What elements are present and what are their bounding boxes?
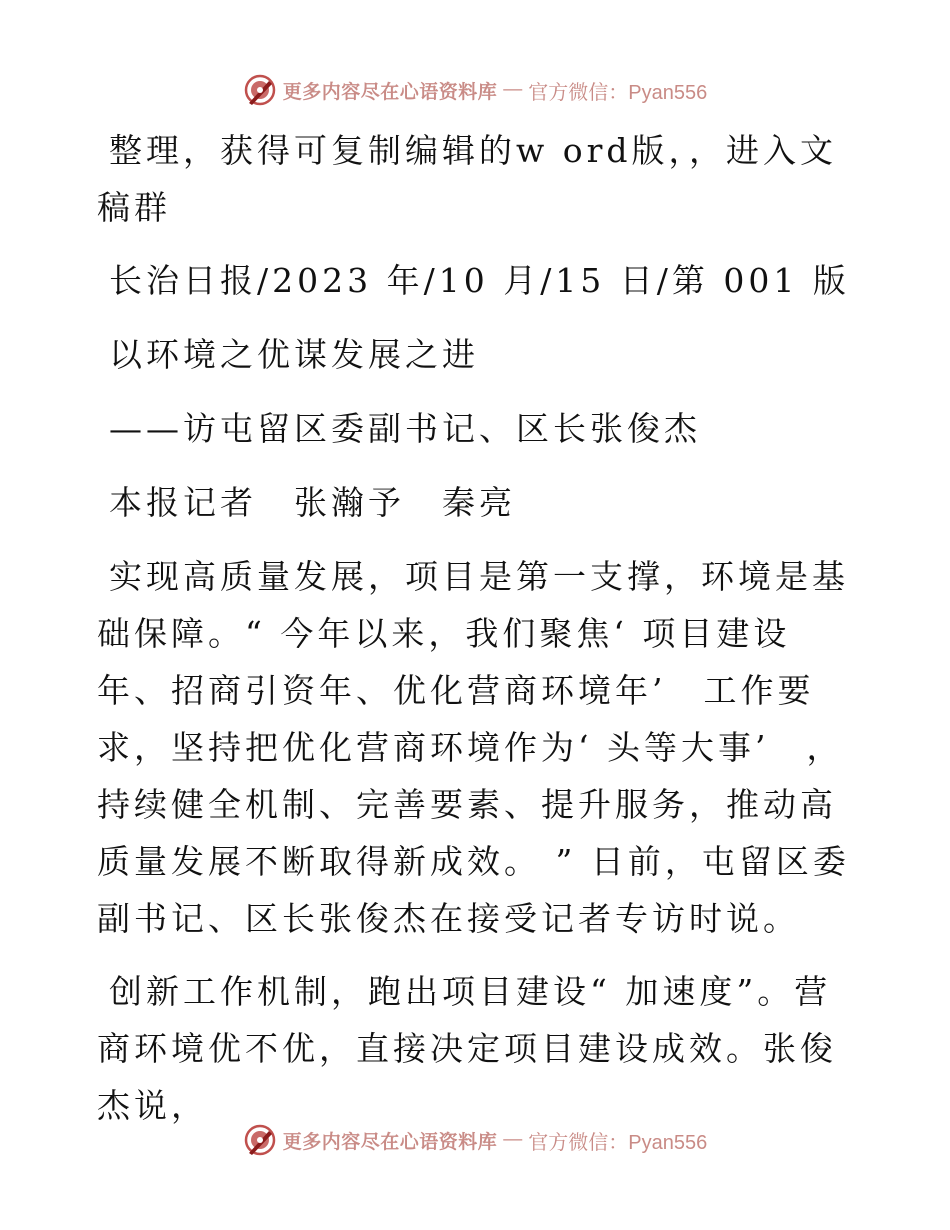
paragraph-intro-note: 整理，获得可复制编辑的w ord版，，进入文稿群 <box>97 131 838 227</box>
watermark-wechat: 官方微信：Pyan556 <box>528 1131 708 1154</box>
footer-watermark <box>0 1120 950 1160</box>
pen-logo-icon <box>243 1123 277 1157</box>
watermark-text: 更多内容尽在心语资料库 <box>282 80 498 103</box>
pen-logo-icon <box>243 73 277 107</box>
article-title: 以环境之优谋发展之进 <box>109 335 479 374</box>
paragraph-body-2: 创新工作机制，跑出项目建设“ 加速度”。营商环境优不优，直接决定项目建设成效。张俊杰说， <box>97 972 837 1125</box>
watermark-wechat: 官方微信：Pyan556 <box>528 81 708 104</box>
watermark-separator: — <box>503 1129 523 1150</box>
watermark-text: 更多内容尽在心语资料库 <box>282 1130 498 1153</box>
paragraph-source-line: 长治日报/2023 年/10 月/15 日/第 001 版 <box>109 261 850 300</box>
document-body <box>97 122 857 1150</box>
article-byline: 本报记者 张瀚予 秦亮 <box>109 483 516 522</box>
paragraph-body-1: 实现高质量发展，项目是第一支撑，环境是基础保障。“ 今年以来，我们聚焦‘ 项目建设年、招商引资年、优化营商环境年’ 工作要求，坚持把优化营商环境作为‘ 头等大事’ ，持续健全机制、完善要素、提升服务，推动高质量发展不断取得新成效。 ” 日前，屯留区委副书记、区长张俊杰在接受记者专访时说。 <box>97 557 850 938</box>
watermark-separator: — <box>503 79 523 100</box>
header-watermark <box>0 70 950 110</box>
article-subtitle: ——访屯留区委副书记、区长张俊杰 <box>109 409 701 448</box>
